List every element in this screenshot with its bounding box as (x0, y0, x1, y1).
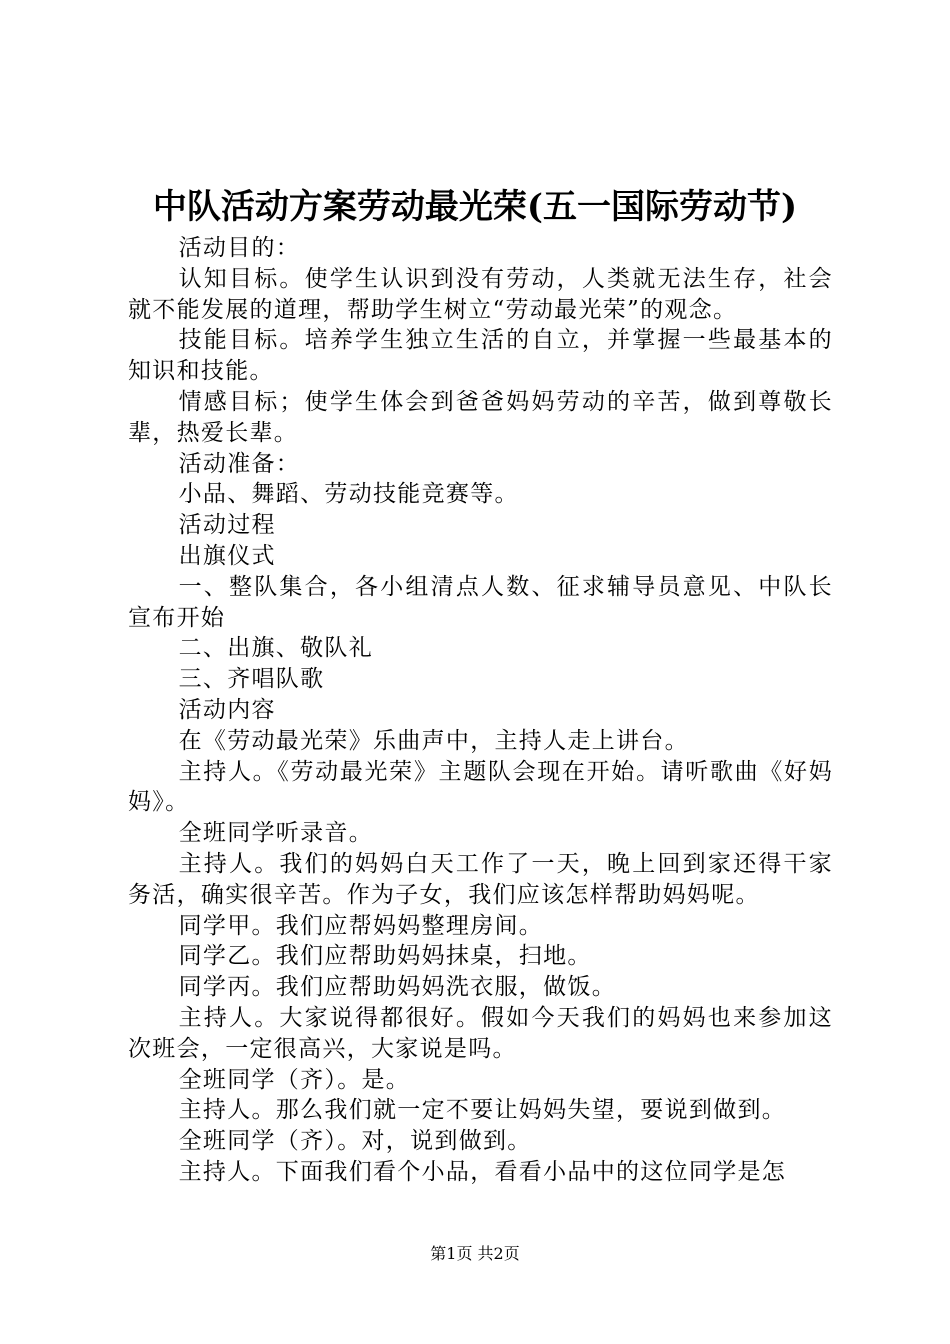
paragraph: 主持人。下面我们看个小品，看看小品中的这位同学是怎 (178, 1158, 787, 1185)
paragraph: 同学乙。我们应帮助妈妈抹桌，扫地。 (178, 943, 592, 970)
paragraph: 三、齐唱队歌 (178, 666, 325, 693)
paragraph: 同学甲。我们应帮妈妈整理房间。 (178, 912, 544, 939)
paragraph: 主持人。那么我们就一定不要让妈妈失望，要说到做到。 (178, 1097, 787, 1124)
paragraph: 主持人。《劳动最光荣》主题队会现在开始。请听歌曲《好妈妈》。 (128, 758, 833, 816)
paragraph: 全班同学（齐）。是。 (178, 1066, 411, 1093)
paragraph: 认知目标。使学生认识到没有劳动，人类就无法生存，社会就不能发展的道理，帮助学生树立“劳动最光荣”的观念。 (128, 265, 833, 323)
paragraph: 活动过程 (178, 512, 276, 539)
document-title: 中队活动方案劳动最光荣(五一国际劳动节) (152, 187, 798, 227)
paragraph: 活动内容 (178, 696, 276, 723)
paragraph: 全班同学听录音。 (178, 820, 373, 847)
paragraph: 二、出旗、敬队礼 (178, 635, 373, 662)
paragraph: 小品、舞蹈、劳动技能竞赛等。 (178, 481, 519, 508)
document-body (128, 233, 833, 1188)
paragraph: 活动目的： (178, 235, 301, 261)
paragraph: 一、整队集合，各小组清点人数、征求辅导员意见、中队长宣布开始 (128, 573, 833, 631)
paragraph: 主持人。我们的妈妈白天工作了一天，晚上回到家还得干家务活，确实很辛苦。作为子女，我们应该怎样帮助妈妈呢。 (128, 850, 833, 908)
paragraph: 全班同学（齐）。对，说到做到。 (178, 1128, 532, 1155)
paragraph: 情感目标；使学生体会到爸爸妈妈劳动的辛苦，做到尊敬长辈，热爱长辈。 (128, 388, 833, 446)
paragraph: 同学丙。我们应帮助妈妈洗衣服，做饭。 (178, 974, 616, 1001)
paragraph: 技能目标。培养学生独立生活的自立，并掌握一些最基本的知识和技能。 (128, 327, 833, 385)
paragraph: 在《劳动最光荣》乐曲声中，主持人走上讲台。 (178, 727, 689, 754)
paragraph: 主持人。大家说得都很好。假如今天我们的妈妈也来参加这次班会，一定很高兴，大家说是吗。 (128, 1004, 833, 1062)
page-footer: 第1页 共2页 (430, 1244, 520, 1263)
paragraph: 出旗仪式 (178, 542, 276, 569)
paragraph: 活动准备： (178, 450, 301, 477)
